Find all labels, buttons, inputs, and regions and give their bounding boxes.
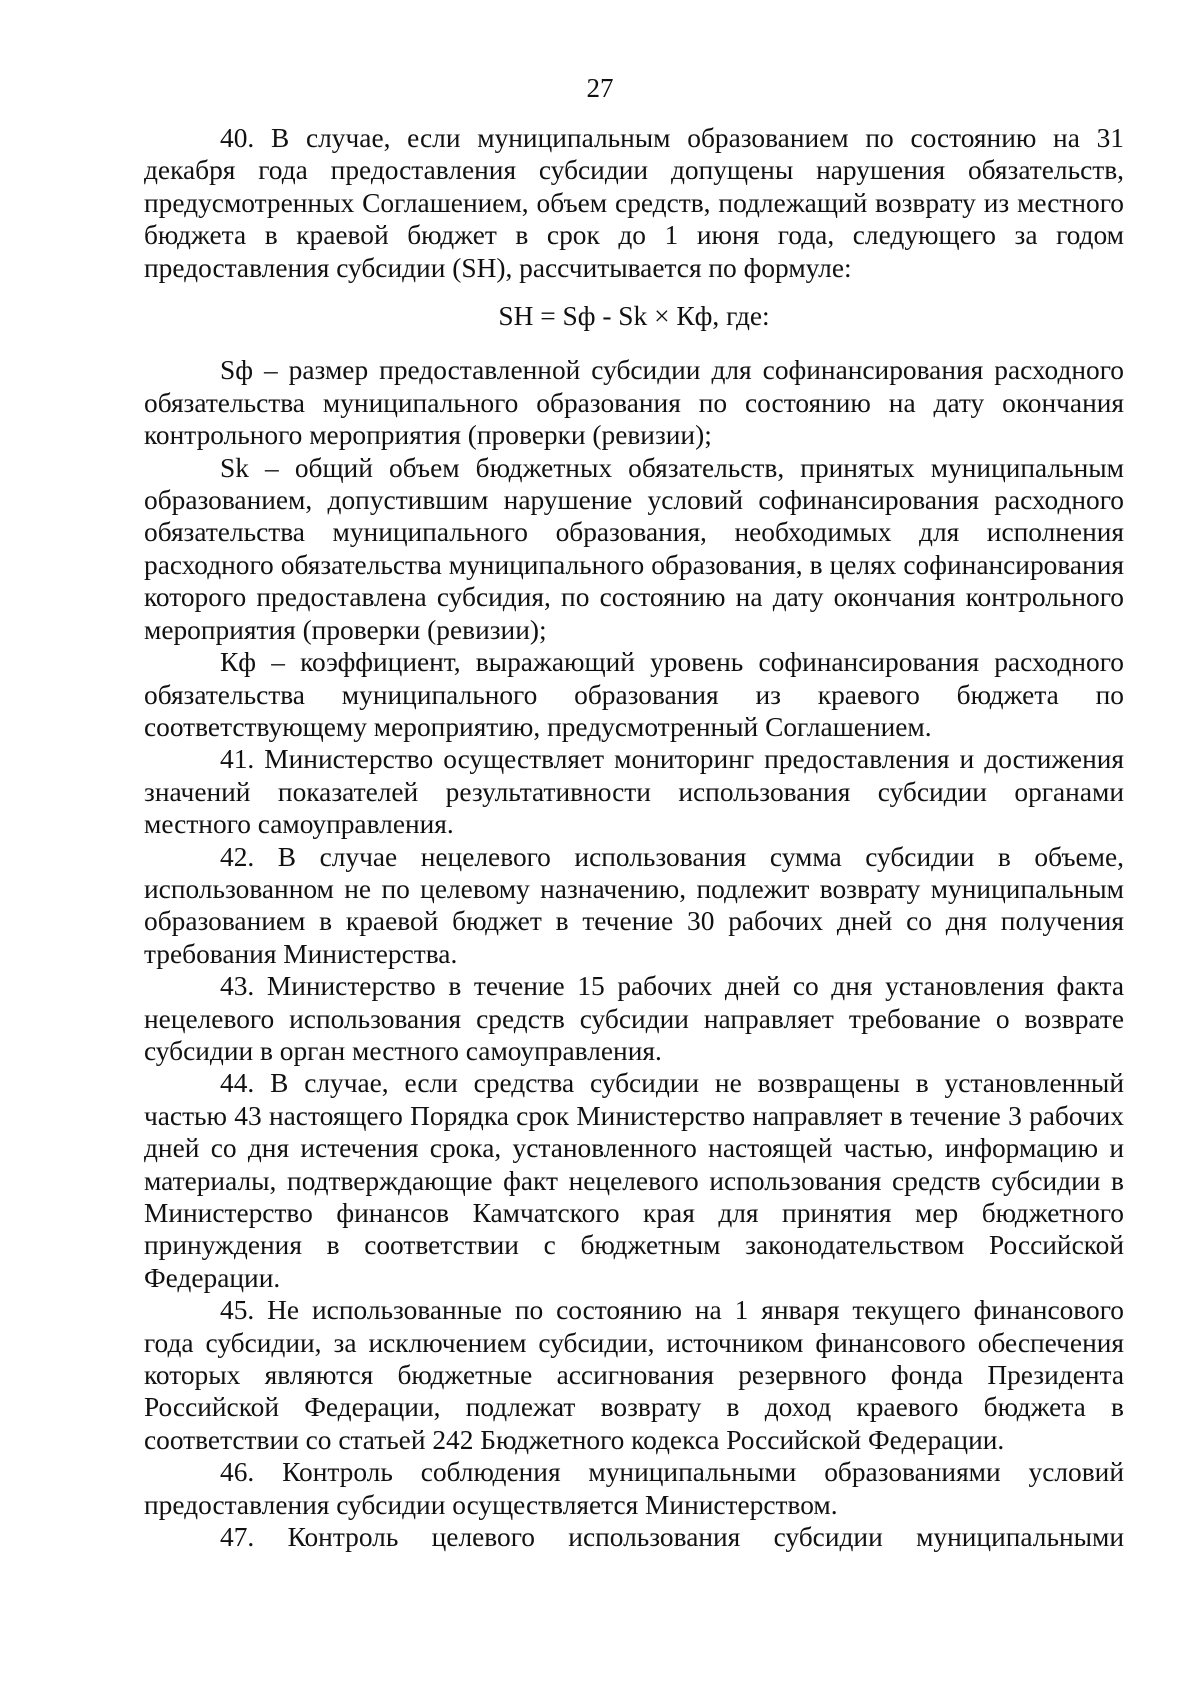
document-body bbox=[144, 122, 1124, 1553]
paragraph-47: 47. Контроль целевого использования субсидии муниципальными bbox=[220, 1522, 1124, 1553]
paragraph-41: 41. Министерство осуществляет мониторинг предоставления и достижения значений показателей результативности использования субсидии органами местного самоуправления. bbox=[144, 744, 1124, 840]
paragraph-43: 43. Министерство в течение 15 рабочих дней со дня установления факта нецелевого использования средств субсидии направляет требование о возврате субсидии в орган местного самоуправления. bbox=[144, 971, 1124, 1066]
paragraph-44: 44. В случае, если средства субсидии не возвращены в установленный частью 43 настоящего Порядка срок Министерство направляет в течение 3 рабочих дней со дня истечения срока, установленного настоящей частью, информацию и материалы, подтверждающие факт нецелевого использования средств субсидии в Министерство финансов Камчатского края для принятия мер бюджетного принуждения в соответствии с бюджетным законодательством Российской Федерации. bbox=[144, 1068, 1124, 1293]
paragraph-46: 46. Контроль соблюдения муниципальными образованиями условий предоставления субсидии осуществляется Министерством. bbox=[144, 1457, 1124, 1520]
definition-sk: Sk – общий объем бюджетных обязательств, принятых муниципальным образованием, допустившим нарушение условий софинансирования расходного обязательства муниципального образования, необходимых для исполнения расходного обязательства муниципального образования, в целях софинансирования которого предоставлена субсидия, по состоянию на дату окончания контрольного мероприятия (проверки (ревизии); bbox=[144, 452, 1124, 645]
page-number: 27 bbox=[586, 73, 614, 103]
definition-kf: Кф – коэффициент, выражающий уровень софинансирования расходного обязательства муниципального образования из краевого бюджета по соответствующему мероприятию, предусмотренный Соглашением. bbox=[144, 647, 1124, 742]
paragraph-45: 45. Не использованные по состоянию на 1 января текущего финансового года субсидии, за исключением субсидии, источником финансового обеспечения которых являются бюджетные ассигнования резервного фонда Президента Российской Федерации, подлежат возврату в доход краевого бюджета в соответствии со статьей 242 Бюджетного кодекса Российской Федерации. bbox=[144, 1295, 1124, 1455]
paragraph-40: 40. В случае, если муниципальным образованием по состоянию на 31 декабря года предоставления субсидии допущены нарушения обязательств, предусмотренных Соглашением, объем средств, подлежащий возврату из местного бюджета в краевой бюджет в срок до 1 июня года, следующего за годом предоставления субсидии (SH), рассчитывается по формуле: bbox=[144, 123, 1124, 283]
paragraph-42: 42. В случае нецелевого использования сумма субсидии в объеме, использованном не по целевому назначению, подлежит возврату муниципальным образованием в краевой бюджет в течение 30 рабочих дней со дня получения требования Министерства. bbox=[144, 841, 1124, 969]
definition-sf: Sф – размер предоставленной субсидии для софинансирования расходного обязательства муниципального образования по состоянию на дату окончания контрольного мероприятия (проверки (ревизии); bbox=[144, 355, 1124, 451]
formula: SH = Sф - Sk × Кф, где: bbox=[498, 301, 770, 332]
